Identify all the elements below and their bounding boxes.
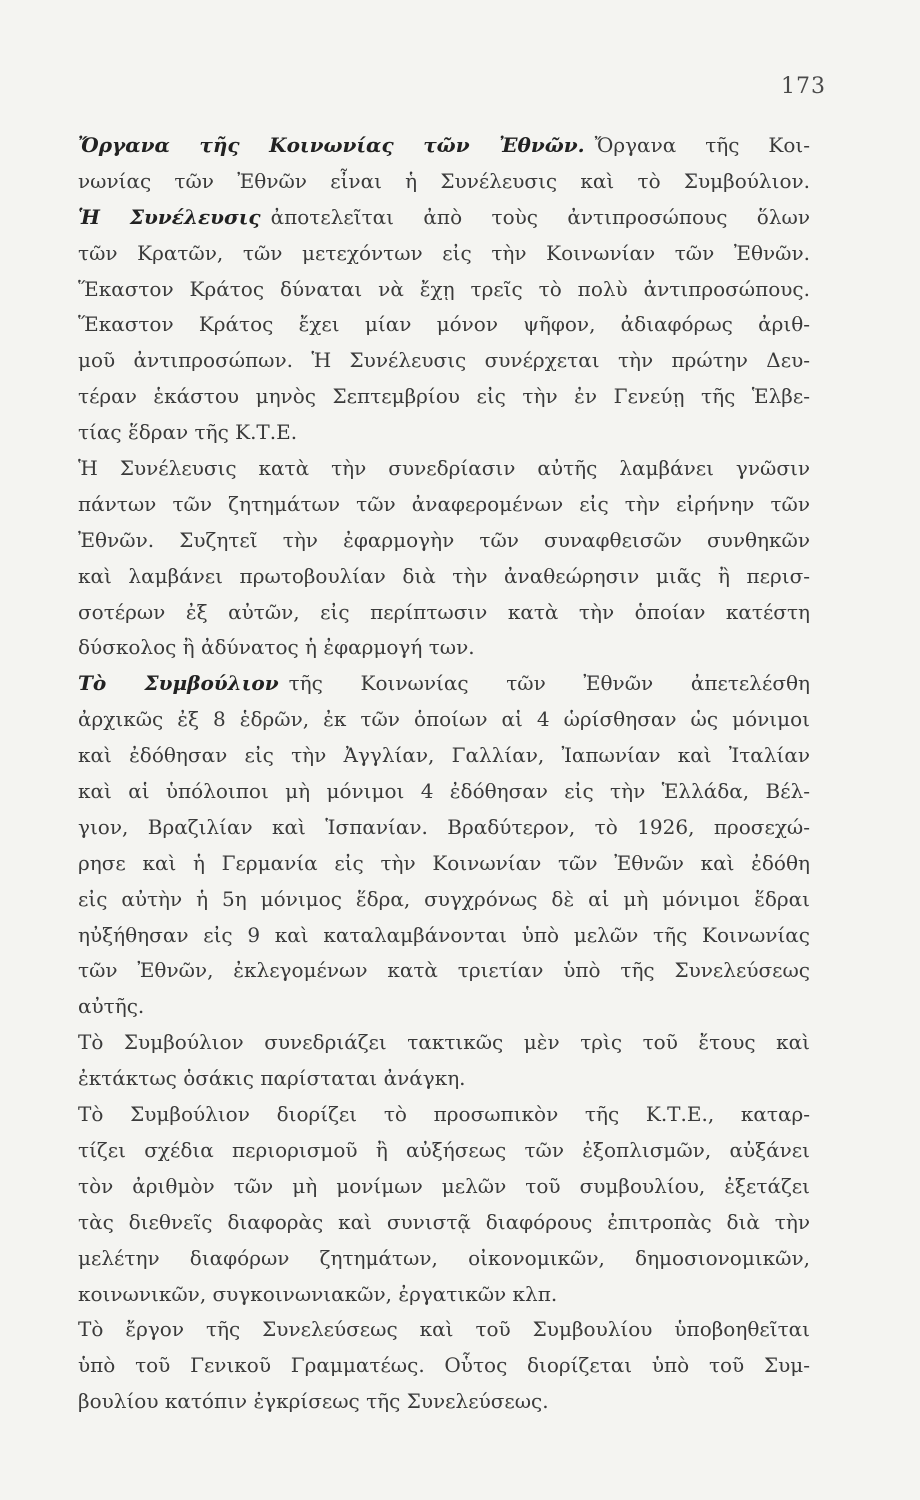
text-line <box>78 810 810 846</box>
section-heading: Ἡ Συνέλευσις <box>78 204 261 229</box>
line-text: ρησε καὶ ἡ Γερμανία εἰς τὴν Κοινωνίαν τῶν Ἐθνῶν καὶ ἐδόθη <box>78 850 810 875</box>
text-line <box>78 989 810 1025</box>
line-text: τίας ἕδραν τῆς Κ.Τ.Ε. <box>78 420 298 445</box>
text-line <box>78 1025 810 1061</box>
line-text: τῆς Κοινωνίας τῶν Ἐθνῶν ἀπετελέσθη <box>288 671 810 696</box>
line-text: νωνίας τῶν Ἐθνῶν εἶναι ἡ Συνέλευσις καὶ τὸ Συμβούλιον. <box>78 168 810 193</box>
line-text: γιον, Βραζιλίαν καὶ Ἱσπανίαν. Βραδύτερον, τὸ 1926, προσεχώ- <box>78 814 810 839</box>
text-line <box>78 595 810 631</box>
page-number: 173 <box>781 74 826 99</box>
line-text: αὐτῆς. <box>78 994 145 1019</box>
text-line <box>78 1348 810 1384</box>
text-line <box>78 343 810 379</box>
text-line <box>78 1241 810 1277</box>
text-line <box>78 128 810 164</box>
text-line <box>78 882 810 918</box>
line-text: τῶν Κρατῶν, τῶν μετεχόντων εἰς τὴν Κοινωνίαν τῶν Ἐθνῶν. <box>78 240 810 265</box>
text-line <box>78 918 810 954</box>
line-text: τὰς διεθνεῖς διαφορὰς καὶ συνιστᾷ διαφόρους ἐπιτροπὰς διὰ τὴν <box>78 1209 810 1234</box>
line-text: ὑπὸ τοῦ Γενικοῦ Γραμματέως. Οὗτος διορίζεται ὑπὸ τοῦ Συμ- <box>78 1353 810 1378</box>
text-line <box>78 738 810 774</box>
line-text: μελέτην διαφόρων ζητημάτων, οἰκονομικῶν, δημοσιονομικῶν, <box>78 1245 810 1270</box>
section-heading: Ὄργανα τῆς Κοινωνίας τῶν Ἐθνῶν. <box>78 133 585 157</box>
text-line <box>78 164 810 200</box>
line-text: τὸν ἀριθμὸν τῶν μὴ μονίμων μελῶν τοῦ συμβουλίου, ἐξετάζει <box>78 1173 810 1198</box>
text-line <box>78 1312 810 1348</box>
line-text: ἐκτάκτως ὁσάκις παρίσταται ἀνάγκη. <box>78 1066 466 1091</box>
line-text: Τὸ Συμβούλιον συνεδριάζει τακτικῶς μὲν τρὶς τοῦ ἔτους καὶ <box>78 1030 810 1055</box>
section-heading: Τὸ Συμβούλιον <box>78 671 279 696</box>
line-text: τῶν Ἐθνῶν, ἐκλεγομένων κατὰ τριετίαν ὑπὸ τῆς Συνελεύσεως <box>78 958 810 983</box>
text-line <box>78 523 810 559</box>
text-line <box>78 666 810 702</box>
line-text: εἰς αὐτὴν ἡ 5η μόνιμος ἕδρα, συγχρόνως δὲ αἱ μὴ μόνιμοι ἕδραι <box>78 886 810 911</box>
line-text: Τὸ Συμβούλιον διορίζει τὸ προσωπικὸν τῆς Κ.Τ.Ε., καταρ- <box>78 1102 810 1127</box>
text-line <box>78 774 810 810</box>
line-text: ἀρχικῶς ἐξ 8 ἑδρῶν, ἐκ τῶν ὁποίων αἱ 4 ὡρίσθησαν ὡς μόνιμοι <box>78 707 810 732</box>
line-text: σοτέρων ἐξ αὐτῶν, εἰς περίπτωσιν κατὰ τὴν ὁποίαν κατέστη <box>78 599 810 624</box>
text-line <box>78 702 810 738</box>
text-line <box>78 1277 810 1313</box>
text-line <box>78 415 810 451</box>
line-text: Τὸ ἔργον τῆς Συνελεύσεως καὶ τοῦ Συμβουλίου ὑποβοηθεῖται <box>78 1317 810 1342</box>
line-text: καὶ αἱ ὑπόλοιποι μὴ μόνιμοι 4 ἐδόθησαν εἰς τὴν Ἑλλάδα, Βέλ- <box>78 779 810 804</box>
line-text: δύσκολος ἢ ἀδύνατος ἡ ἐφαρμογή των. <box>78 635 475 660</box>
line-text: ἀποτελεῖται ἀπὸ τοὺς ἀντιπροσώπους ὅλων <box>270 204 810 229</box>
text-line <box>78 1133 810 1169</box>
text-line <box>78 1061 810 1097</box>
text-line <box>78 487 810 523</box>
text-line <box>78 559 810 595</box>
line-text: Ἐθνῶν. Συζητεῖ τὴν ἐφαρμογὴν τῶν συναφθεισῶν συνθηκῶν <box>78 527 810 552</box>
line-text: Ἕκαστον Κράτος δύναται νὰ ἔχῃ τρεῖς τὸ πολὺ ἀντιπροσώπους. <box>78 276 810 301</box>
line-text: κοινωνικῶν, συγκοινωνιακῶν, ἐργατικῶν κλπ. <box>78 1281 558 1306</box>
line-text: Ὄργανα τῆς Κοι- <box>594 133 810 157</box>
text-line <box>78 1097 810 1133</box>
text-line <box>78 272 810 308</box>
text-line <box>78 953 810 989</box>
text-line <box>78 379 810 415</box>
line-text: μοῦ ἀντιπροσώπων. Ἡ Συνέλευσις συνέρχεται τὴν πρώτην Δευ- <box>78 348 810 373</box>
text-line <box>78 1384 810 1420</box>
line-text: πάντων τῶν ζητημάτων τῶν ἀναφερομένων εἰς τὴν εἰρήνην τῶν <box>78 491 810 516</box>
text-line <box>78 307 810 343</box>
line-text: ηὐξήθησαν εἰς 9 καὶ καταλαμβάνονται ὑπὸ μελῶν τῆς Κοινωνίας <box>78 922 810 947</box>
text-line <box>78 451 810 487</box>
body-text <box>78 128 810 1420</box>
text-line <box>78 1169 810 1205</box>
text-line <box>78 630 810 666</box>
line-text: βουλίου κατόπιν ἐγκρίσεως τῆς Συνελεύσεως. <box>78 1389 549 1414</box>
line-text: τέραν ἑκάστου μηνὸς Σεπτεμβρίου εἰς τὴν ἐν Γενεύῃ τῆς Ἑλβε- <box>78 384 810 409</box>
text-line <box>78 236 810 272</box>
line-text: καὶ ἐδόθησαν εἰς τὴν Ἀγγλίαν, Γαλλίαν, Ἰαπωνίαν καὶ Ἰταλίαν <box>78 743 810 768</box>
line-text: Ἡ Συνέλευσις κατὰ τὴν συνεδρίασιν αὐτῆς λαμβάνει γνῶσιν <box>78 456 810 481</box>
line-text: τίζει σχέδια περιορισμοῦ ἢ αὐξήσεως τῶν ἐξοπλισμῶν, αὐξάνει <box>78 1137 810 1162</box>
line-text: Ἕκαστον Κράτος ἔχει μίαν μόνον ψῆφον, ἀδιαφόρως ἀριθ- <box>78 312 810 337</box>
line-text: καὶ λαμβάνει πρωτοβουλίαν διὰ τὴν ἀναθεώρησιν μιᾶς ἢ περισ- <box>78 563 810 588</box>
text-line <box>78 1205 810 1241</box>
text-line <box>78 200 810 236</box>
text-line <box>78 846 810 882</box>
